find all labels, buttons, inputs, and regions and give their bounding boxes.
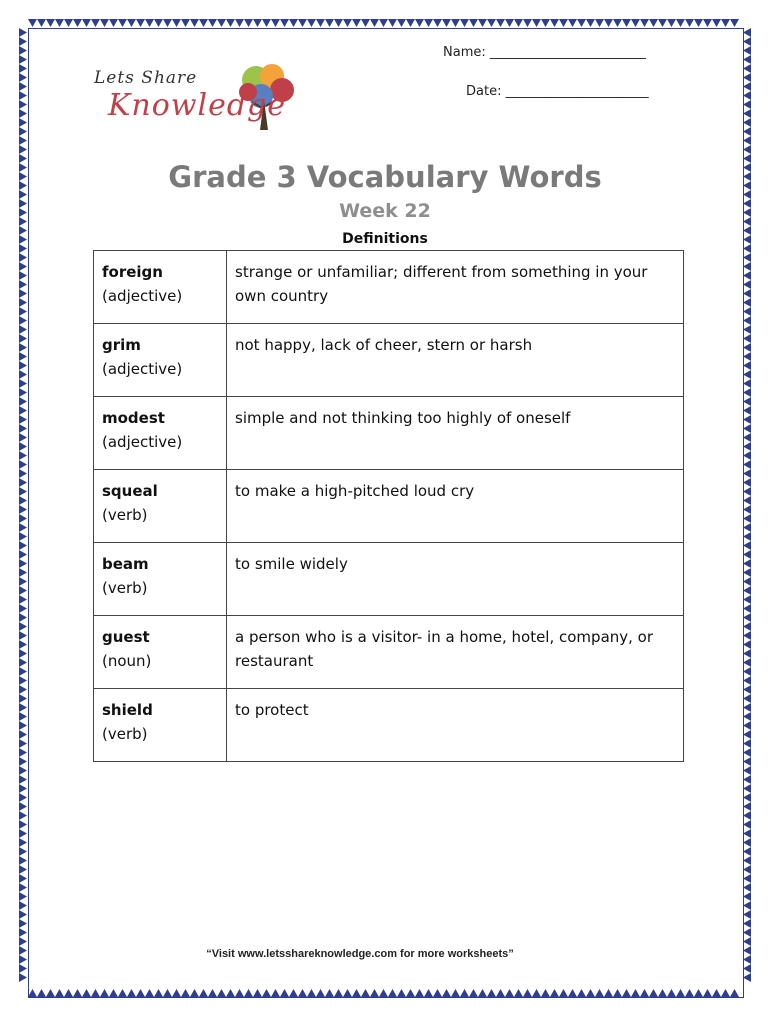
footer-note: “Visit www.letsshareknowledge.com for more worksheets” <box>206 948 514 960</box>
definition-cell: simple and not thinking too highly of oneself <box>227 397 684 470</box>
vocab-word: foreign <box>102 263 163 281</box>
part-of-speech: (verb) <box>102 506 148 524</box>
part-of-speech: (adjective) <box>102 287 183 305</box>
table-row <box>94 543 684 616</box>
table-row <box>94 324 684 397</box>
part-of-speech: (verb) <box>102 579 148 597</box>
vocab-word: modest <box>102 409 165 427</box>
vocab-word: guest <box>102 628 150 646</box>
vocabulary-table <box>93 250 684 762</box>
vocab-word: squeal <box>102 482 158 500</box>
definition-cell: to protect <box>227 689 684 762</box>
word-cell <box>94 397 227 470</box>
table-row <box>94 616 684 689</box>
page-subtitle: Week 22 <box>339 200 431 222</box>
name-field-label: Name: ________________________ <box>443 45 646 60</box>
table-row <box>94 689 684 762</box>
vocab-word: grim <box>102 336 141 354</box>
part-of-speech: (verb) <box>102 725 148 743</box>
part-of-speech: (noun) <box>102 652 152 670</box>
table-row <box>94 251 684 324</box>
definition-cell: a person who is a visitor- in a home, hotel, company, or restaurant <box>227 616 684 689</box>
date-field-label: Date: ______________________ <box>466 84 649 99</box>
word-cell <box>94 616 227 689</box>
definition-cell: to smile widely <box>227 543 684 616</box>
definition-cell: strange or unfamiliar; different from something in your own country <box>227 251 684 324</box>
part-of-speech: (adjective) <box>102 433 183 451</box>
word-cell <box>94 689 227 762</box>
table-row <box>94 397 684 470</box>
logo-text-top: Lets Share <box>94 68 198 88</box>
logo-text-bottom: Knowledge <box>108 88 286 123</box>
logo <box>86 58 306 148</box>
word-cell <box>94 251 227 324</box>
page-title: Grade 3 Vocabulary Words <box>168 160 602 194</box>
definition-cell: to make a high-pitched loud cry <box>227 470 684 543</box>
border-bottom <box>28 988 742 998</box>
vocab-word: beam <box>102 555 149 573</box>
part-of-speech: (adjective) <box>102 360 183 378</box>
section-title: Definitions <box>342 231 428 247</box>
word-cell <box>94 324 227 397</box>
word-cell <box>94 543 227 616</box>
table-row <box>94 470 684 543</box>
definition-cell: not happy, lack of cheer, stern or harsh <box>227 324 684 397</box>
word-cell <box>94 470 227 543</box>
vocab-word: shield <box>102 701 153 719</box>
border-top <box>28 18 742 28</box>
